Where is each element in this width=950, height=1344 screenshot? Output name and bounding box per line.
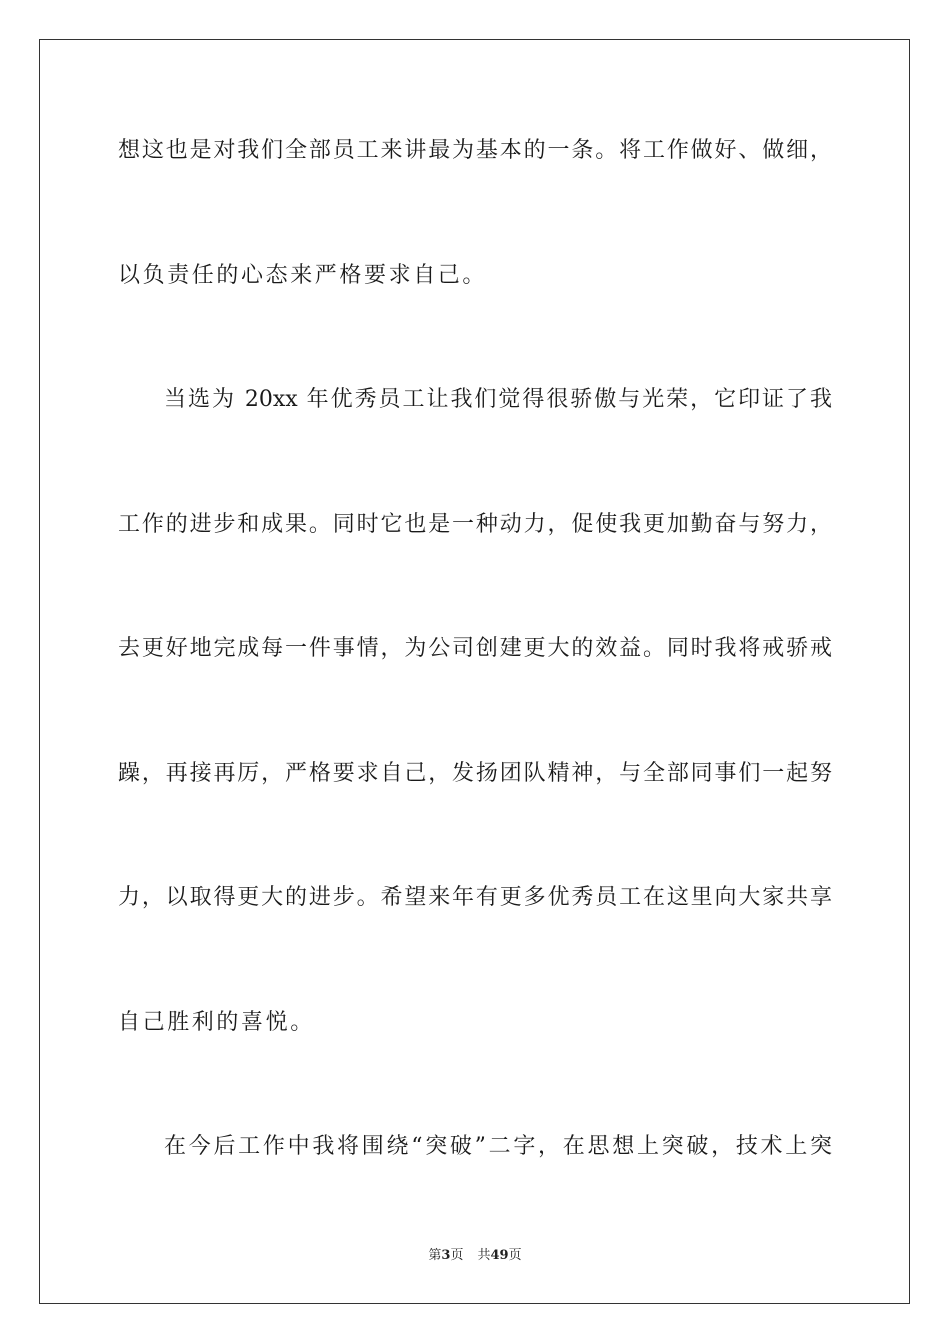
- paragraph-line: 想这也是对我们全部员工来讲最为基本的一条。将工作做好、做细，: [118, 138, 832, 163]
- paragraph-line: 当选为 20xx 年优秀员工让我们觉得很骄傲与光荣，它印证了我: [164, 387, 832, 412]
- total-prefix: 共: [477, 1248, 491, 1263]
- paragraph-line: 在今后工作中我将围绕“突破”二字，在思想上突破，技术上突: [164, 1134, 832, 1159]
- page-border: [39, 39, 910, 1304]
- total-suffix: 页: [508, 1248, 522, 1263]
- paragraph-line: 工作的进步和成果。同时它也是一种动力，促使我更加勤奋与努力，: [118, 512, 832, 537]
- paragraph-line: 躁，再接再厉，严格要求自己，发扬团队精神，与全部同事们一起努: [118, 761, 832, 786]
- page-suffix: 页: [450, 1248, 464, 1263]
- paragraph-line: 力，以取得更大的进步。希望来年有更多优秀员工在这里向大家共享: [118, 885, 832, 910]
- page-prefix: 第: [428, 1248, 442, 1263]
- total-pages: 49: [490, 1248, 509, 1263]
- paragraph-line: 自己胜利的喜悦。: [118, 1010, 315, 1035]
- paragraph-line: 以负责任的心态来严格要求自己。: [118, 263, 488, 288]
- page-footer: [0, 1247, 950, 1265]
- paragraph-line: 去更好地完成每一件事情，为公司创建更大的效益。同时我将戒骄戒: [118, 636, 832, 661]
- page-number: 3: [441, 1248, 451, 1263]
